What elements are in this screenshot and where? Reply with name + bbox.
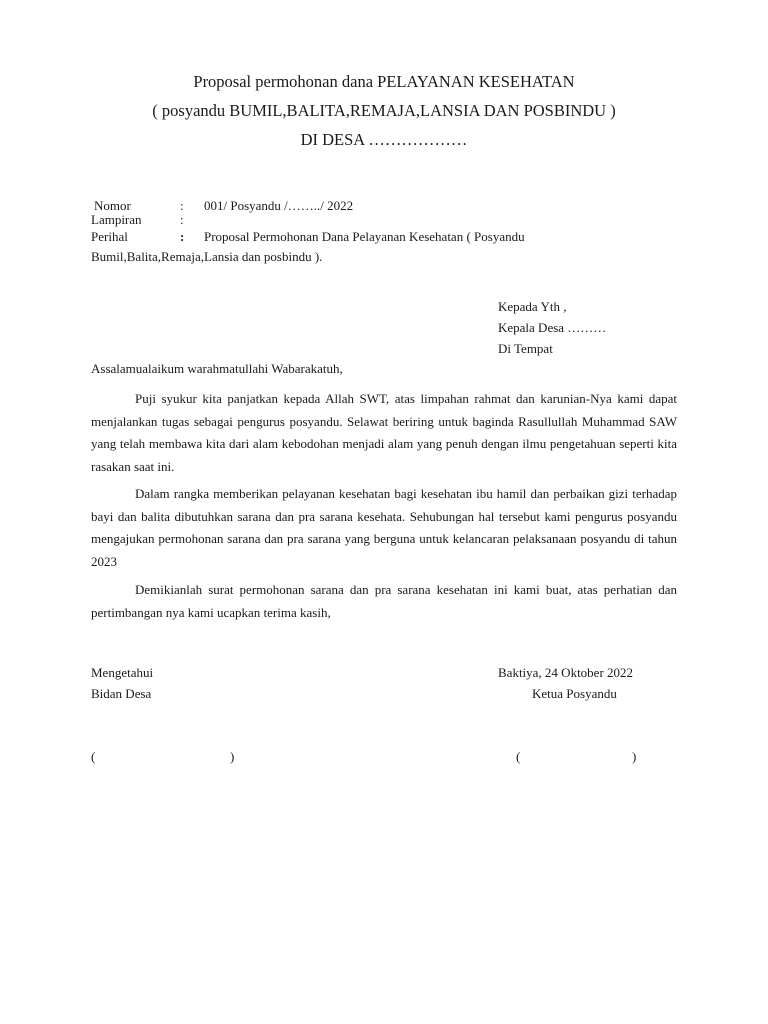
nomor-value: 001/ Posyandu /……../ 2022: [204, 198, 354, 213]
recipient-line-3: Di Tempat: [498, 341, 553, 356]
body-paragraph-1: Puji syukur kita panjatkan kepada Allah SWT, atas limpahan rahmat dan karunian-Nya kami dapat menjalankan tugas sebagai pengurus posyandu. Selawat beriring untuk baginda Rasullullah Muhammad SAW yang telah membawa kita dari alam kebodohan menjadi alam yang penuh dengan ilmu pengetahuan seperti kita rasakan saat ini.: [91, 391, 677, 474]
signature-left-bracket-open: (: [91, 749, 96, 764]
body-paragraph-3: Demikianlah surat permohonan sarana dan pra sarana kesehatan ini kami buat, atas perhatian dan pertimbangan nya kami ucapkan terima kasih,: [91, 582, 677, 620]
signature-left-bracket-close: ): [230, 749, 235, 764]
perihal-colon: :: [180, 229, 185, 244]
signature-right-role: Ketua Posyandu: [532, 686, 617, 701]
perihal-value-line-1: Proposal Permohonan Dana Pelayanan Kesehatan ( Posyandu: [204, 229, 525, 244]
perihal-label: Perihal: [91, 229, 128, 244]
recipient-line-1: Kepada Yth ,: [498, 299, 567, 314]
signature-left-line-1: Mengetahui: [91, 665, 154, 680]
greeting: Assalamualaikum warahmatullahi Wabarakatuh,: [91, 361, 343, 376]
lampiran-colon: :: [180, 212, 184, 227]
title-line-2: ( posyandu BUMIL,BALITA,REMAJA,LANSIA DAN POSBINDU ): [152, 101, 616, 120]
title-line-1: Proposal permohonan dana PELAYANAN KESEHATAN: [193, 72, 575, 91]
lampiran-label: Lampiran: [91, 212, 142, 227]
signature-right-bracket-open: (: [516, 749, 521, 764]
body-paragraph-2: Dalam rangka memberikan pelayanan kesehatan bagi kesehatan ibu hamil dan perbaikan gizi terhadap bayi dan balita dibutuhkan sarana dan pra sarana kesehata. Sehubungan hal tersebut kami pengurus posyandu mengajukan permohonan sarana dan pra sarana yang berguna untuk kelancaran pelaksanaan posyandu di tahun 2023: [91, 486, 677, 569]
nomor-label: Nomor: [94, 198, 131, 213]
perihal-value-line-2: Bumil,Balita,Remaja,Lansia dan posbindu ).: [91, 249, 323, 264]
recipient-line-2: Kepala Desa ………: [498, 320, 607, 335]
nomor-colon: :: [180, 198, 184, 213]
signature-left-line-2: Bidan Desa: [91, 686, 152, 701]
title-line-3: DI DESA ………………: [300, 130, 468, 149]
signature-right-bracket-close: ): [632, 749, 637, 764]
signature-date: Baktiya, 24 Oktober 2022: [498, 665, 634, 680]
